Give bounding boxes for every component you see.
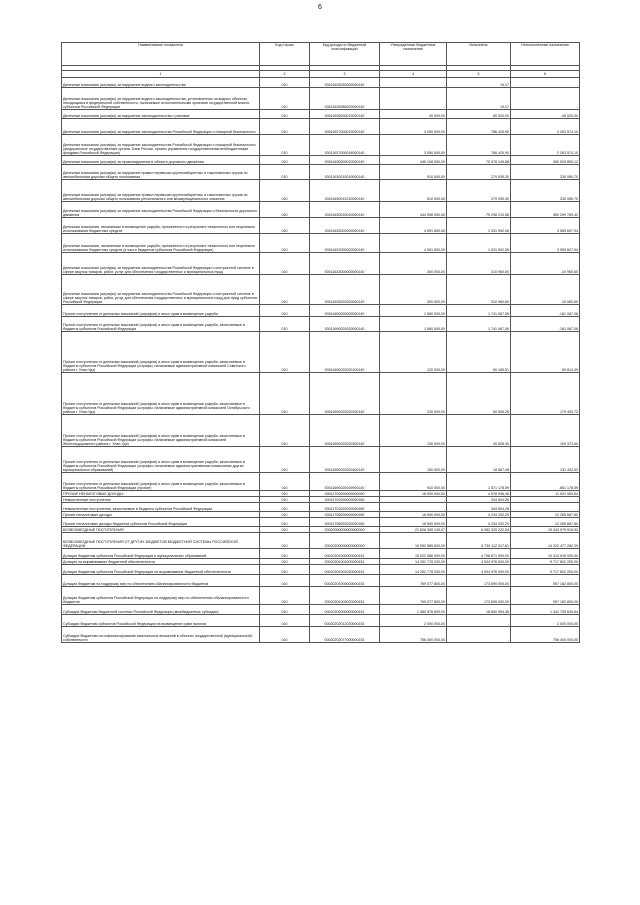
approved-amount-cell: 756 400 000,00 bbox=[380, 627, 447, 643]
income-code-cell: 00011690020020000140 bbox=[310, 317, 380, 332]
unexecuted-amount-cell: 10 314 915 000,00 bbox=[511, 549, 580, 559]
indicator-name-cell: Денежные взыскания, налагаемые в возмещение ущерба, причиненного в результате незаконного или нецелевого использования бюджетных средств (в части бюджетов субъектов Российской Федерации) bbox=[62, 234, 260, 253]
line-code-cell: 010 bbox=[260, 503, 310, 512]
table-row bbox=[62, 373, 580, 415]
indicator-name-cell: Субсидии бюджетам бюджетной системы Российской Федерации (межбюджетные субсидии) bbox=[62, 605, 260, 615]
approved-amount-cell: 15 022 586 000,00 bbox=[380, 549, 447, 559]
line-code-cell: 010 bbox=[260, 156, 310, 165]
executed-amount-cell: - bbox=[447, 627, 511, 643]
indicator-name-cell: Прочие поступления от денежных взысканий (штрафов) и иных сумм в возмещение ущерба, зачисляемые в бюджеты субъектов Российской Федерации (штрафы, налагаемые административными комиссиями других муниципальных образований) bbox=[62, 447, 260, 473]
indicator-name-cell: Прочие поступления от денежных взысканий (штрафов) и иных сумм в возмещение ущерба, зачисляемые в бюджеты субъектов Российской Федерации bbox=[62, 317, 260, 332]
income-code-cell: 00011690020029900140 bbox=[310, 473, 380, 491]
line-code-cell: 010 bbox=[260, 78, 310, 88]
indicator-name-cell: Денежные взыскания (штрафы) за нарушение правил перевозки крупногабаритных и тяжеловесных грузов по автомобильным дорогам общего пользования регионального или межмуниципального значения bbox=[62, 180, 260, 202]
line-code-cell: 010 bbox=[260, 317, 310, 332]
income-code-cell: 00011625030000000140 bbox=[310, 78, 380, 88]
unexecuted-amount-cell: 131 432,52 bbox=[511, 447, 580, 473]
unexecuted-amount-cell: 9 717 802 200,00 bbox=[511, 565, 580, 575]
unexecuted-amount-cell: - bbox=[511, 88, 580, 110]
approved-amount-cell: 1 560 000,00 bbox=[380, 317, 447, 332]
approved-amount-cell: 14 252 778 200,00 bbox=[380, 565, 447, 575]
unexecuted-amount-cell: 12 265 667,80 bbox=[511, 518, 580, 527]
income-code-cell: 00011627000016000140 bbox=[310, 135, 380, 156]
line-code-cell: 010 bbox=[260, 533, 310, 549]
unexecuted-amount-cell: 11 921 063,54 bbox=[511, 491, 580, 497]
line-code-cell: 010 bbox=[260, 627, 310, 643]
income-code-cell: 00011630000010000140 bbox=[310, 156, 380, 165]
line-code-cell: 010 bbox=[260, 202, 310, 218]
executed-amount-cell: 173 695 000,00 bbox=[447, 587, 511, 605]
approved-amount-cell: 910 000,00 bbox=[380, 473, 447, 491]
approved-amount-cell: 19 952 589 600,00 bbox=[380, 533, 447, 549]
line-code-cell: 010 bbox=[260, 473, 310, 491]
unexecuted-amount-cell: 597 182 800,00 bbox=[511, 587, 580, 605]
income-code-cell: 00020202000000000151 bbox=[310, 605, 380, 615]
line-code-cell: 010 bbox=[260, 373, 310, 415]
line-code-cell: 010 bbox=[260, 497, 310, 503]
table-row bbox=[62, 533, 580, 549]
table-row bbox=[62, 332, 580, 373]
line-code-cell: 010 bbox=[260, 447, 310, 473]
approved-amount-cell: 4 591 600,00 bbox=[380, 218, 447, 234]
executed-amount-cell: - bbox=[447, 615, 511, 627]
unexecuted-amount-cell: - bbox=[511, 78, 580, 88]
income-code-cell: 00020201001020000151 bbox=[310, 565, 380, 575]
approved-amount-cell: 150 000,00 bbox=[380, 447, 447, 473]
indicator-name-cell: Денежные взыскания (штрафы) за нарушение законодательства Российской Федерации о контрактной системе в сфере закупок товаров, работ, услуг для обеспечения государственных и муниципальных нужд bbox=[62, 253, 260, 275]
indicator-name-cell: Денежные взыскания (штрафы) за нарушение законодательства о рекламе bbox=[62, 110, 260, 119]
income-code-cell: 00020000000000000000 bbox=[310, 527, 380, 533]
income-code-cell: 00020201003000000151 bbox=[310, 575, 380, 587]
approved-amount-cell: 130 000,00 bbox=[380, 415, 447, 447]
income-code-cell: 00011633020020000140 bbox=[310, 275, 380, 305]
column-number: 5 bbox=[447, 71, 511, 78]
indicator-name-cell: Субсидии бюджетам субъектов Российской Федерации на возмещение сумм налогов bbox=[62, 615, 260, 627]
table-row bbox=[62, 135, 580, 156]
unexecuted-amount-cell: 3 559 607,94 bbox=[511, 234, 580, 253]
executed-amount-cell: 1 741 067,06 bbox=[447, 305, 511, 317]
table-row bbox=[62, 234, 580, 253]
approved-amount-cell: 16 500 000,00 bbox=[380, 512, 447, 518]
approved-amount-cell: - bbox=[380, 78, 447, 88]
income-code-cell: 00011705020020000180 bbox=[310, 518, 380, 527]
executed-amount-cell: 75 578 149,88 bbox=[447, 156, 511, 165]
income-code-cell: 00011627000010000140 bbox=[310, 119, 380, 135]
table-row bbox=[62, 275, 580, 305]
income-code-cell: 00020201000000000151 bbox=[310, 549, 380, 559]
approved-amount-cell: 21 626 305 139,07 bbox=[380, 527, 447, 533]
executed-amount-cell: 5 730 112 317,61 bbox=[447, 533, 511, 549]
table-row bbox=[62, 565, 580, 575]
table-row bbox=[62, 202, 580, 218]
executed-amount-cell: 75 298 210,58 bbox=[447, 202, 511, 218]
table-row bbox=[62, 156, 580, 165]
indicator-name-cell: Прочие поступления от денежных взысканий (штрафов) и иных сумм в возмещение ущерба, зачисляемые в бюджеты субъектов Российской Федерации (штрафы, налагаемые административной комиссией Советского района г. Улан-Удэ) bbox=[62, 332, 260, 373]
line-code-cell: 010 bbox=[260, 527, 310, 533]
line-code-cell: 010 bbox=[260, 491, 310, 497]
line-code-cell: 010 bbox=[260, 218, 310, 234]
approved-amount-cell: 300 000,00 bbox=[380, 275, 447, 305]
executed-amount-cell: 18 567,48 bbox=[447, 447, 511, 473]
column-number: 2 bbox=[260, 71, 310, 78]
approved-amount-cell: 16 500 000,00 bbox=[380, 491, 447, 497]
approved-amount-cell: 2 000 000,00 bbox=[380, 615, 447, 627]
income-code-cell: 00011690020020100140 bbox=[310, 332, 380, 373]
line-code-cell: 010 bbox=[260, 275, 310, 305]
income-code-cell: 00011632000020000140 bbox=[310, 234, 380, 253]
column-number: 1 bbox=[62, 71, 260, 78]
table-row bbox=[62, 615, 580, 627]
unexecuted-amount-cell: -40 520,00 bbox=[511, 110, 580, 119]
income-code-cell: 00020202012020000151 bbox=[310, 615, 380, 627]
executed-amount-cell: 786 425,90 bbox=[447, 135, 511, 156]
income-code-cell: 00011630010010000140 bbox=[310, 165, 380, 180]
table-row bbox=[62, 503, 580, 512]
table-row bbox=[62, 473, 580, 491]
approved-amount-cell: 445 108 000,00 bbox=[380, 156, 447, 165]
executed-amount-cell: 80 520,00 bbox=[447, 110, 511, 119]
line-code-cell: 010 bbox=[260, 110, 310, 119]
table-row bbox=[62, 78, 580, 88]
income-code-cell: 00011690020020300140 bbox=[310, 415, 380, 447]
table-row bbox=[62, 305, 580, 317]
line-code-cell: 010 bbox=[260, 565, 310, 575]
income-code-cell: 00011701020020000180 bbox=[310, 503, 380, 512]
budget-execution-table bbox=[61, 42, 580, 643]
line-code-cell: 010 bbox=[260, 88, 310, 110]
approved-amount-cell: 16 500 000,00 bbox=[380, 518, 447, 527]
approved-amount-cell: 14 252 778 200,00 bbox=[380, 559, 447, 565]
executed-amount-cell: 18 840 954,36 bbox=[447, 605, 511, 615]
table-row bbox=[62, 518, 580, 527]
income-code-cell: 00011690000000000140 bbox=[310, 305, 380, 317]
income-code-cell: 00011626000010000140 bbox=[310, 110, 380, 119]
executed-amount-cell: 279 939,30 bbox=[447, 165, 511, 180]
income-code-cell: 00011633000000000140 bbox=[310, 253, 380, 275]
executed-amount-cell: 4 234 332,20 bbox=[447, 512, 511, 518]
income-code-cell: 00011630020010000140 bbox=[310, 202, 380, 218]
income-code-cell: 00020201003020000151 bbox=[310, 587, 380, 605]
line-code-cell: 010 bbox=[260, 605, 310, 615]
table-row bbox=[62, 88, 580, 110]
unexecuted-amount-cell: 369 529 850,12 bbox=[511, 156, 580, 165]
unexecuted-amount-cell: 12 265 667,80 bbox=[511, 512, 580, 518]
table-row bbox=[62, 180, 580, 202]
line-code-cell: 010 bbox=[260, 234, 310, 253]
line-code-cell: 010 bbox=[260, 165, 310, 180]
header-indicator-name: Наименование показателя bbox=[62, 43, 260, 66]
unexecuted-amount-cell: 15 343 979 916,53 bbox=[511, 527, 580, 533]
unexecuted-amount-cell: -10 960,60 bbox=[511, 253, 580, 275]
table-row bbox=[62, 253, 580, 275]
approved-amount-cell: 769 077 800,00 bbox=[380, 587, 447, 605]
unexecuted-amount-cell: -181 067,06 bbox=[511, 305, 580, 317]
unexecuted-amount-cell: 2 263 574,10 bbox=[511, 119, 580, 135]
indicator-name-cell: Прочие поступления от денежных взысканий (штрафов) и иных сумм в возмещение ущерба bbox=[62, 305, 260, 317]
line-code-cell: 010 bbox=[260, 135, 310, 156]
header-approved: Утвержденные бюджетные назначения bbox=[380, 43, 447, 66]
approved-amount-cell: 40 000,00 bbox=[380, 110, 447, 119]
table-row bbox=[62, 575, 580, 587]
executed-amount-cell: 40 626,40 bbox=[447, 415, 511, 447]
approved-amount-cell: 769 077 800,00 bbox=[380, 575, 447, 587]
approved-amount-cell: 300 000,00 bbox=[380, 253, 447, 275]
indicator-name-cell: Денежные взыскания (штрафы) за правонарушения в области дорожного движения bbox=[62, 156, 260, 165]
line-code-cell: 010 bbox=[260, 332, 310, 373]
executed-amount-cell: 1 741 067,06 bbox=[447, 317, 511, 332]
unexecuted-amount-cell: -661 178,59 bbox=[511, 473, 580, 491]
unexecuted-amount-cell: 14 222 477 282,39 bbox=[511, 533, 580, 549]
table-row bbox=[62, 165, 580, 180]
line-code-cell: 010 bbox=[260, 305, 310, 317]
income-code-cell: 00011690020020400140 bbox=[310, 447, 380, 473]
approved-amount-cell: 3 050 000,00 bbox=[380, 119, 447, 135]
executed-amount-cell: 19,17 bbox=[447, 88, 511, 110]
executed-amount-cell: 1 571 178,59 bbox=[447, 473, 511, 491]
column-number: 3 bbox=[310, 71, 380, 78]
indicator-name-cell: Денежные взыскания (штрафы) за нарушение правил перевозки крупногабаритных и тяжеловесных грузов по автомобильным дорогам общего пользования bbox=[62, 165, 260, 180]
line-code-cell: 010 bbox=[260, 119, 310, 135]
table-row bbox=[62, 627, 580, 643]
indicator-name-cell: Прочие неналоговые доходы бюджетов субъектов Российской Федерации bbox=[62, 518, 260, 527]
executed-amount-cell: 344 604,26 bbox=[447, 497, 511, 503]
unexecuted-amount-cell: 369 299 789,42 bbox=[511, 202, 580, 218]
line-code-cell: 010 bbox=[260, 587, 310, 605]
line-code-cell: 010 bbox=[260, 615, 310, 627]
header-line-code: Код строки bbox=[260, 43, 310, 66]
unexecuted-amount-cell: -181 067,06 bbox=[511, 317, 580, 332]
column-number: 6 bbox=[511, 71, 580, 78]
unexecuted-amount-cell: 2 263 574,10 bbox=[511, 135, 580, 156]
column-number-row bbox=[62, 71, 580, 78]
income-code-cell: 00011690020020200140 bbox=[310, 373, 380, 415]
income-code-cell: 00011700000000000000 bbox=[310, 491, 380, 497]
table-row bbox=[62, 218, 580, 234]
executed-amount-cell: 279 939,30 bbox=[447, 180, 511, 202]
indicator-name-cell: Дотации на выравнивание бюджетной обеспеченности bbox=[62, 559, 260, 565]
line-code-cell: 010 bbox=[260, 253, 310, 275]
line-code-cell: 010 bbox=[260, 549, 310, 559]
unexecuted-amount-cell: 9 717 802 200,00 bbox=[511, 559, 580, 565]
approved-amount-cell: 230 000,00 bbox=[380, 373, 447, 415]
executed-amount-cell: 50 506,28 bbox=[447, 373, 511, 415]
approved-amount-cell: - bbox=[380, 88, 447, 110]
approved-amount-cell: 510 000,00 bbox=[380, 180, 447, 202]
table-row bbox=[62, 317, 580, 332]
table-row bbox=[62, 110, 580, 119]
table-row bbox=[62, 447, 580, 473]
table-row bbox=[62, 587, 580, 605]
indicator-name-cell: ПРОЧИЕ НЕНАЛОГОВЫЕ ДОХОДЫ bbox=[62, 491, 260, 497]
executed-amount-cell: 4 534 976 000,00 bbox=[447, 559, 511, 565]
income-code-cell: 00020202077000000151 bbox=[310, 627, 380, 643]
approved-amount-cell: - bbox=[380, 497, 447, 503]
unexecuted-amount-cell: 109 373,60 bbox=[511, 415, 580, 447]
indicator-name-cell: Денежные взыскания (штрафы) за нарушение законодательства Российской Федерации о безопасности дорожного движения bbox=[62, 202, 260, 218]
indicator-name-cell: Прочие поступления от денежных взысканий (штрафов) и иных сумм в возмещение ущерба, зачисляемые в бюджеты субъектов Российской Федерации (штрафы, налагаемые административной комиссией Железнодорожного района г. Улан-Удэ) bbox=[62, 415, 260, 447]
header-executed: Исполнено bbox=[447, 43, 511, 66]
executed-amount-cell: 6 282 325 222,54 bbox=[447, 527, 511, 533]
indicator-name-cell: Невыясненные поступления, зачисляемые в бюджеты субъектов Российской Федерации bbox=[62, 503, 260, 512]
indicator-name-cell: Прочие неналоговые доходы bbox=[62, 512, 260, 518]
executed-amount-cell: 4 708 671 000,00 bbox=[447, 549, 511, 559]
approved-amount-cell: 3 050 000,00 bbox=[380, 135, 447, 156]
approved-amount-cell: 510 000,00 bbox=[380, 165, 447, 180]
table-row bbox=[62, 549, 580, 559]
indicator-name-cell: Дотации бюджетам субъектов Российской Федерации и муниципальных образований bbox=[62, 549, 260, 559]
executed-amount-cell: 344 604,26 bbox=[447, 503, 511, 512]
page-number: 6 bbox=[318, 4, 322, 11]
indicator-name-cell: Денежные взыскания (штрафы) за нарушение водного законодательства bbox=[62, 78, 260, 88]
column-number: 4 bbox=[380, 71, 447, 78]
approved-amount-cell: 4 591 600,00 bbox=[380, 234, 447, 253]
indicator-name-cell: БЕЗВОЗМЕЗДНЫЕ ПОСТУПЛЕНИЯ ОТ ДРУГИХ БЮДЖЕТОВ БЮДЖЕТНОЙ СИСТЕМЫ РОССИЙСКОЙ ФЕДЕРАЦИИ bbox=[62, 533, 260, 549]
unexecuted-amount-cell: - bbox=[511, 503, 580, 512]
indicator-name-cell: Денежные взыскания (штрафы) за нарушение законодательства Российской Федерации о контрактной системе в сфере закупок товаров, работ, услуг для обеспечения государственных и муниципальных нужд для нужд субъектов Российской Федерации bbox=[62, 275, 260, 305]
executed-amount-cell: 4 534 976 000,00 bbox=[447, 565, 511, 575]
unexecuted-amount-cell: 1 341 735 645,64 bbox=[511, 605, 580, 615]
income-code-cell: 00011705000000000180 bbox=[310, 512, 380, 518]
indicator-name-cell: БЕЗВОЗМЕЗДНЫЕ ПОСТУПЛЕНИЯ bbox=[62, 527, 260, 533]
income-code-cell: 00011630012010000140 bbox=[310, 180, 380, 202]
income-code-cell: 00011625086020000140 bbox=[310, 88, 380, 110]
line-code-cell: 010 bbox=[260, 180, 310, 202]
unexecuted-amount-cell: 756 400 000,00 bbox=[511, 627, 580, 643]
indicator-name-cell: Денежные взыскания (штрафы) за нарушение законодательства Российской Федерации о пожарной безопасности (федеральные государственные органы, Банк России, органы управления государственными внебюджетными фондами Российской Федерации) bbox=[62, 135, 260, 156]
income-code-cell: 00020201001000000151 bbox=[310, 559, 380, 565]
table-header-row bbox=[62, 43, 580, 66]
approved-amount-cell: 120 000,00 bbox=[380, 332, 447, 373]
table-row bbox=[62, 119, 580, 135]
table-row bbox=[62, 415, 580, 447]
executed-amount-cell: 4 234 332,20 bbox=[447, 518, 511, 527]
unexecuted-amount-cell: 230 060,70 bbox=[511, 180, 580, 202]
line-code-cell: 010 bbox=[260, 415, 310, 447]
unexecuted-amount-cell: 230 060,70 bbox=[511, 165, 580, 180]
executed-amount-cell: 1 031 992,06 bbox=[447, 218, 511, 234]
indicator-name-cell: Субсидии бюджетам на софинансирование капитальных вложений в объекты государственной (муниципальной) собственности bbox=[62, 627, 260, 643]
indicator-name-cell: Дотации бюджетам на поддержку мер по обеспечению сбалансированности бюджетов bbox=[62, 575, 260, 587]
executed-amount-cell: 1 031 992,06 bbox=[447, 234, 511, 253]
executed-amount-cell: 310 960,60 bbox=[447, 253, 511, 275]
unexecuted-amount-cell: 59 814,49 bbox=[511, 332, 580, 373]
unexecuted-amount-cell: 2 000 000,00 bbox=[511, 615, 580, 627]
header-unexecuted: Неисполненные назначения bbox=[511, 43, 580, 66]
approved-amount-cell: 1 560 000,00 bbox=[380, 305, 447, 317]
income-code-cell: 00011701000000000180 bbox=[310, 497, 380, 503]
income-code-cell: 00020200000000000000 bbox=[310, 533, 380, 549]
executed-amount-cell: 786 425,90 bbox=[447, 119, 511, 135]
executed-amount-cell: 19,17 bbox=[447, 78, 511, 88]
line-code-cell: 010 bbox=[260, 575, 310, 587]
income-code-cell: 00011632000000000140 bbox=[310, 218, 380, 234]
indicator-name-cell: Невыясненные поступления bbox=[62, 497, 260, 503]
executed-amount-cell: 173 695 000,00 bbox=[447, 575, 511, 587]
approved-amount-cell: 1 380 576 600,00 bbox=[380, 605, 447, 615]
line-code-cell: 010 bbox=[260, 559, 310, 565]
indicator-name-cell: Дотации бюджетам субъектов Российской Федерации на выравнивание бюджетной обеспеченности bbox=[62, 565, 260, 575]
table-row bbox=[62, 605, 580, 615]
indicator-name-cell: Прочие поступления от денежных взысканий (штрафов) и иных сумм в возмещение ущерба, зачисляемые в бюджеты субъектов Российской Федерации (прочие) bbox=[62, 473, 260, 491]
unexecuted-amount-cell: 597 182 800,00 bbox=[511, 575, 580, 587]
approved-amount-cell: - bbox=[380, 503, 447, 512]
executed-amount-cell: 60 185,51 bbox=[447, 332, 511, 373]
indicator-name-cell: Прочие поступления от денежных взысканий (штрафов) и иных сумм в возмещение ущерба, зачисляемые в бюджеты субъектов Российской Федерации (штрафы, налагаемые административной комиссией Октябрьского района г. Улан-Удэ) bbox=[62, 373, 260, 415]
header-income-code: Код дохода по бюджетной классификации bbox=[310, 43, 380, 66]
executed-amount-cell: 310 960,60 bbox=[447, 275, 511, 305]
approved-amount-cell: 444 598 000,00 bbox=[380, 202, 447, 218]
indicator-name-cell: Денежные взыскания (штрафы) за нарушение законодательства Российской Федерации о пожарной безопасности bbox=[62, 119, 260, 135]
unexecuted-amount-cell: - bbox=[511, 497, 580, 503]
unexecuted-amount-cell: -10 960,60 bbox=[511, 275, 580, 305]
unexecuted-amount-cell: 3 559 607,94 bbox=[511, 218, 580, 234]
executed-amount-cell: 4 578 936,46 bbox=[447, 491, 511, 497]
indicator-name-cell: Денежные взыскания (штрафы) за нарушение водного законодательства, установленное на водных объектах, находящихся в федеральной собственности, налагаемые исполнительными органами государственной власти субъектов Российской Федерации bbox=[62, 88, 260, 110]
unexecuted-amount-cell: 179 493,72 bbox=[511, 373, 580, 415]
indicator-name-cell: Дотации бюджетам субъектов Российской Федерации на поддержку мер по обеспечению сбалансированности бюджетов bbox=[62, 587, 260, 605]
line-code-cell: 010 bbox=[260, 518, 310, 527]
indicator-name-cell: Денежные взыскания, налагаемые в возмещение ущерба, причиненного в результате незаконного или нецелевого использования бюджетных средств bbox=[62, 218, 260, 234]
line-code-cell: 010 bbox=[260, 512, 310, 518]
